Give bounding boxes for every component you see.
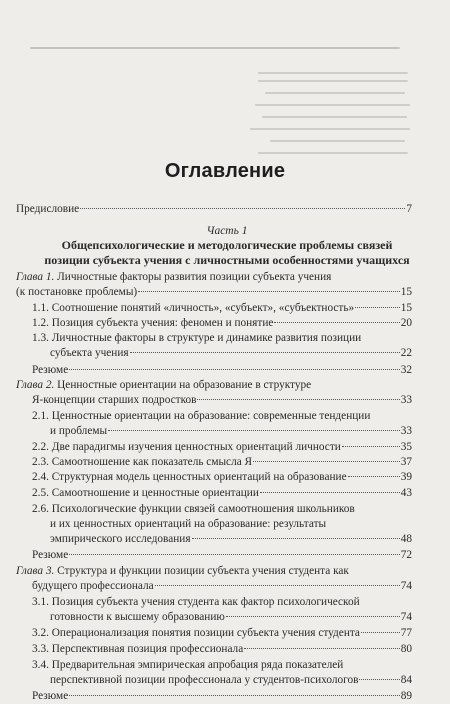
section-title-line-1: 2.1. Ценностные ориентации на образование: современные тенденции (32, 410, 371, 422)
section-title-line-2: и их ценностных ориентаций на образование: результаты (50, 518, 327, 531)
toc-chapter-2[interactable] (16, 378, 412, 408)
summary-title: Резюме (32, 549, 69, 561)
leader-dots (244, 648, 399, 649)
part-label: Часть 1 (206, 225, 248, 237)
leader-dots (342, 446, 400, 447)
leader-dots (69, 369, 400, 370)
leader-dots (260, 492, 400, 493)
leader-dots (274, 322, 399, 323)
toc-summary-3[interactable] (16, 689, 412, 704)
section-title-line-1: 3.1. Позиция субъекта учения студента как фактор психологической (32, 596, 360, 608)
leader-dots (80, 208, 405, 209)
chapter-label: Глава 1. (16, 271, 55, 283)
section-title: 1.2. Позиция субъекта учения: феномен и понятие (32, 317, 274, 329)
chapter-label: Глава 3. (16, 565, 55, 577)
section-title-line-3: эмпирического исследования (50, 533, 191, 546)
section-title-line-1: 2.6. Психологические функции связей самоотношения школьников (32, 503, 355, 515)
chapter-title-line-2: Я-концепции старших подростков (32, 394, 197, 407)
section-title-line-2: и проблемы (50, 425, 108, 438)
toc-section-2-5[interactable] (16, 486, 412, 501)
toc-page-number: 7 (406, 203, 412, 215)
part-title-line-2: позиции субъекта учения с личностными особенностями учащихся (44, 253, 410, 267)
chapter-title-line-1: Личностные факторы развития позиции субъекта учения (57, 271, 332, 283)
toc-page-number: 39 (400, 471, 412, 483)
leader-dots (69, 695, 400, 696)
leader-dots (359, 679, 399, 680)
toc-section-1-3[interactable] (16, 331, 412, 361)
section-title: 2.3. Самоотношение как показатель смысла Я (32, 456, 253, 468)
leader-dots (355, 307, 400, 308)
page-title: Оглавление (164, 160, 286, 182)
toc-page-number: 77 (400, 627, 412, 639)
toc-page-number: 89 (400, 690, 412, 702)
leader-dots (192, 538, 400, 539)
leader-dots (108, 430, 400, 431)
section-title-line-2: перспективной позиции профессионала у студентов-психологов (50, 674, 359, 687)
toc-section-2-3[interactable] (16, 455, 412, 470)
toc-page-number: 15 (400, 302, 412, 314)
toc-section-3-1[interactable] (16, 595, 412, 625)
summary-title: Резюме (32, 364, 69, 376)
toc-section-3-2[interactable] (16, 626, 412, 641)
part-title-line-1: Общепсихологические и методологические проблемы связей (61, 238, 393, 252)
leader-dots (361, 632, 400, 633)
show-through-background (0, 0, 450, 165)
toc-section-2-1[interactable] (16, 409, 412, 439)
toc-page-number: 37 (400, 456, 412, 468)
leader-dots (130, 352, 400, 353)
leader-dots (69, 554, 400, 555)
toc-page-number: 72 (400, 549, 412, 561)
toc-page-number: 20 (400, 317, 412, 329)
summary-title: Резюме (32, 690, 69, 702)
toc-section-3-4[interactable] (16, 658, 412, 688)
toc-page-number: 43 (400, 487, 412, 499)
chapter-title-line-2: (к постановке проблемы) (16, 286, 138, 299)
toc-page-number: 74 (400, 580, 412, 593)
section-title: 1.1. Соотношение понятий «личность», «субъект», «субъектность» (32, 302, 355, 314)
leader-dots (155, 585, 400, 586)
leader-dots (348, 476, 400, 477)
leader-dots (138, 291, 400, 292)
chapter-title-line-1: Структура и функции позиции субъекта учения студента как (57, 565, 349, 577)
toc-summary-1[interactable] (16, 363, 412, 378)
toc-page-number: 33 (400, 394, 412, 407)
toc-entry-preface[interactable] (16, 202, 412, 217)
toc-entry-title: Предисловие (16, 203, 80, 215)
section-title-line-2: готовности к высшему образованию (50, 611, 225, 624)
toc-page-number: 74 (400, 611, 412, 624)
section-title: 3.2. Операционализация понятия позиции субъекта учения студента (32, 627, 360, 639)
toc-page-number: 32 (400, 364, 412, 376)
section-title: 3.3. Перспективная позиция профессионала (32, 643, 244, 655)
chapter-title-line-1: Ценностные ориентации на образование в структуре (57, 379, 312, 391)
leader-dots (253, 461, 400, 462)
toc-page-number: 84 (400, 674, 412, 687)
toc-page-number: 33 (400, 425, 412, 438)
chapter-label: Глава 2. (16, 379, 55, 391)
toc-page-number: 22 (400, 347, 412, 360)
section-title-line-1: 3.4. Предварительная эмпирическая апробация ряда показателей (32, 659, 344, 671)
section-title: 2.5. Самоотношение и ценностные ориентации (32, 487, 259, 499)
toc-section-2-2[interactable] (16, 440, 412, 455)
chapter-title-line-2: будущего профессионала (32, 580, 154, 593)
toc-summary-2[interactable] (16, 548, 412, 563)
toc-section-2-6[interactable] (16, 502, 412, 548)
toc-section-2-4[interactable] (16, 470, 412, 485)
toc-page-number: 48 (400, 533, 412, 546)
section-title: 2.4. Структурная модель ценностных ориентаций на образование (32, 471, 347, 483)
section-title: 2.2. Две парадигмы изучения ценностных ориентаций личности (32, 441, 341, 453)
leader-dots (197, 399, 399, 400)
toc-section-3-3[interactable] (16, 642, 412, 657)
section-title-line-1: 1.3. Личностные факторы в структуре и динамике развития позиции (32, 332, 362, 344)
toc-page-number: 35 (400, 441, 412, 453)
toc-chapter-3[interactable] (16, 564, 412, 594)
section-title-line-2: субъекта учения (50, 347, 129, 360)
leader-dots (226, 616, 400, 617)
toc-page-number: 15 (400, 286, 412, 299)
toc-section-1-2[interactable] (16, 316, 412, 331)
toc-page-number: 80 (400, 643, 412, 655)
toc-chapter-1[interactable] (16, 270, 412, 300)
toc-section-1-1[interactable] (16, 301, 412, 316)
